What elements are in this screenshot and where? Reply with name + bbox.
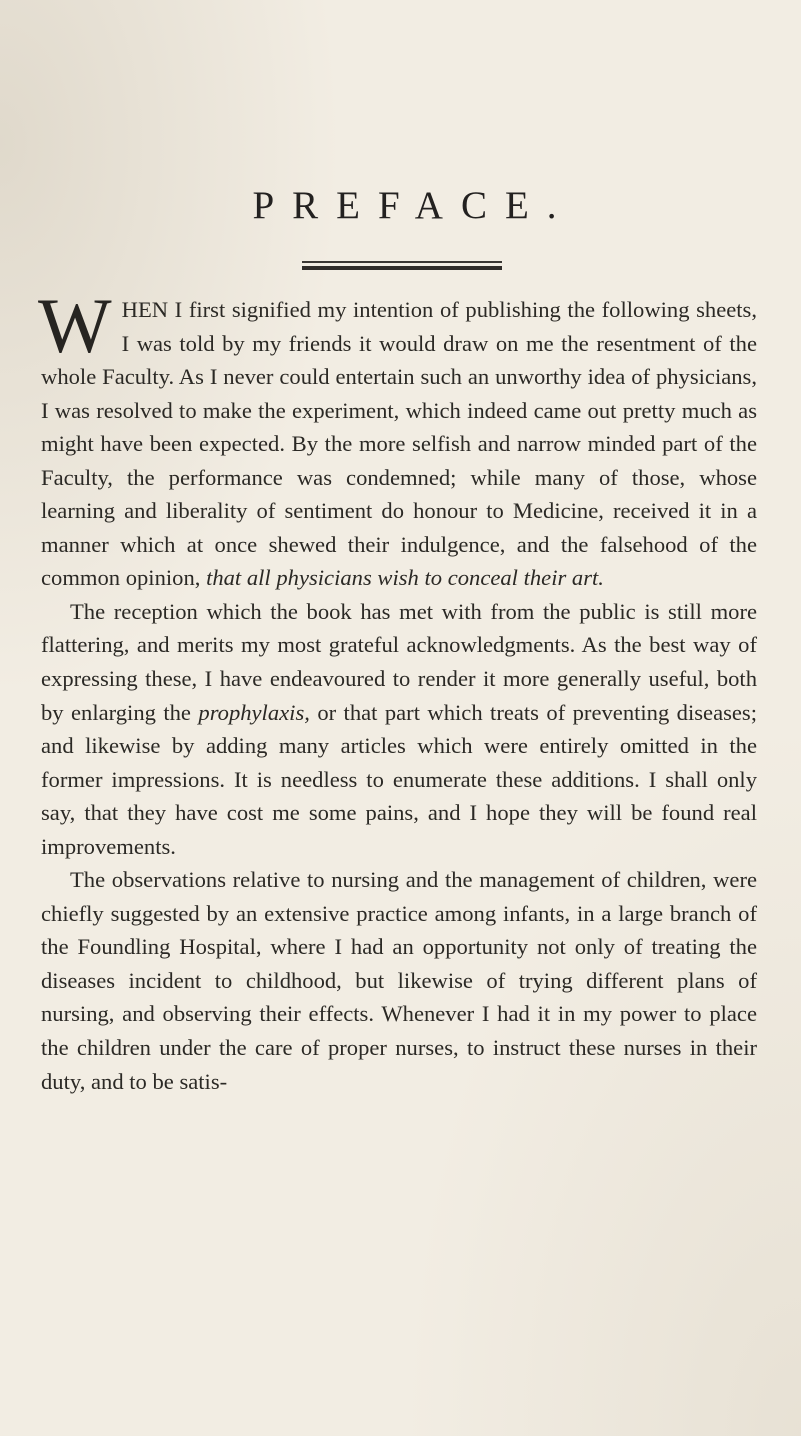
rule-thick-line — [302, 266, 502, 270]
paragraph-1-italic: that all physicians wish to conceal their art. — [206, 565, 604, 591]
paragraph-1 — [38, 282, 757, 595]
preface-body — [38, 282, 757, 1098]
rule-thin-line — [302, 261, 502, 263]
page-title: PREFACE. — [252, 184, 575, 227]
paragraph-1-start: HEN I first signified my intention of publishing the following sheets, I was told by my friends it would draw on me the resentment of the whole Faculty. As I never could entertain such an unworthy idea of physicians, I was resolved to make the experiment, which indeed came out pretty much as might have been expected. By the more selfish and narrow minded part of the Faculty, the performance was condemned; while many of those, whose learning and liberality of sentiment do honour to Medicine, received it in a manner which at once shewed their indulgence, and the falsehood of the common opinion, — [41, 297, 757, 591]
paragraph-1-end: or that part which treats of preventing diseases; and likewise by adding many articles which were entirely omitted in the former impressions. It is needless to enumerate these additions. I shall only say, that they have cost me some pains, and I hope they will be found real improvements. — [41, 699, 757, 859]
paragraph-1-continued — [41, 595, 757, 863]
paragraph-1-cont: The reception which the book has met with from the public is still more flattering, and merits my most grateful acknowledgments. As the best way of expressing these, I have endeavoured to render it more generally useful, both by enlarging the — [41, 598, 757, 725]
paragraph-2: The observations relative to nursing and the management of children, were chiefly suggested by an extensive practice among infants, in a large branch of the Foundling Hospital, where I had an opportunity not only of treating the diseases incident to childhood, but likewise of trying different plans of nursing, and observing their effects. Whenever I had it in my power to place the children under the care of proper nurses, to instruct these nurses in their duty, and to be satis- — [41, 867, 757, 1094]
paragraph-1-italic-2: prophylaxis, — [198, 699, 310, 725]
title-rule — [302, 261, 502, 271]
drop-cap: W — [38, 282, 112, 369]
